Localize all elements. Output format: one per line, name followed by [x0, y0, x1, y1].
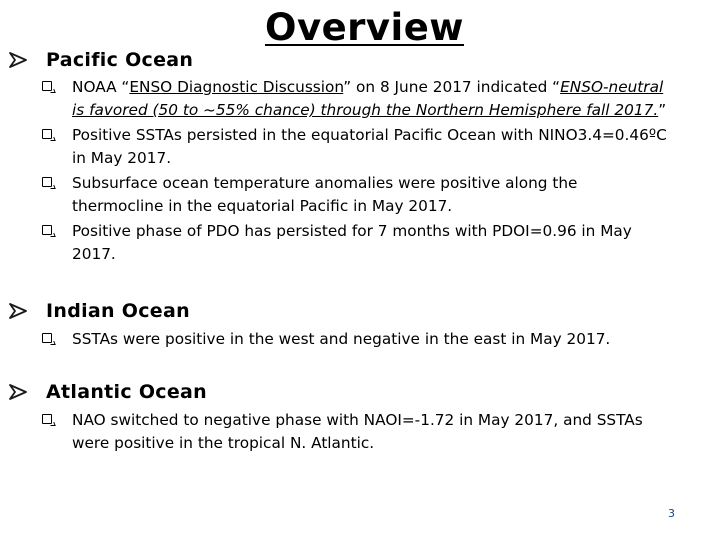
section-heading: Atlantic Ocean — [46, 381, 207, 403]
q-box-bullet-icon — [42, 333, 52, 343]
list-item — [42, 220, 672, 266]
bullet-text-prefix: NOAA “ — [72, 78, 130, 96]
bullet-text: Positive phase of PDO has persisted for 7 months with PDOI=0.96 in May 2017. — [72, 222, 632, 263]
page-title: Overview — [265, 6, 464, 49]
bullet-text-suffix: ” — [658, 101, 667, 119]
q-box-bullet-icon — [42, 129, 52, 139]
q-box-bullet-icon — [42, 81, 52, 91]
q-box-bullet-icon — [42, 414, 52, 424]
list-item — [42, 172, 672, 218]
bullet-text-middle: ” on 8 June 2017 indicated “ — [343, 78, 561, 96]
list-item — [42, 328, 672, 351]
section-heading: Pacific Ocean — [46, 49, 194, 71]
section-pacific — [8, 47, 193, 73]
pacific-bullet-list — [42, 76, 672, 268]
bullet-text: SSTAs were positive in the west and negative in the east in May 2017. — [72, 330, 611, 348]
atlantic-bullet-list — [42, 409, 672, 457]
q-box-bullet-icon — [42, 177, 52, 187]
section-atlantic — [8, 379, 207, 405]
q-box-bullet-icon — [42, 225, 52, 235]
section-indian — [8, 298, 190, 324]
arrow-bullet-icon — [8, 384, 28, 400]
enso-discussion-link[interactable]: ENSO Diagnostic Discussion — [129, 78, 344, 96]
enso-forecast-quote: ENSO-neutral is favored (50 to ~55% chance) through the Northern Hemisphere fall 2017. — [72, 78, 664, 119]
arrow-bullet-icon — [8, 303, 28, 319]
bullet-text: NAO switched to negative phase with NAOI=-1.72 in May 2017, and SSTAs were positive in the tropical N. Atlantic. — [72, 411, 643, 452]
page-number: 3 — [668, 507, 675, 520]
arrow-bullet-icon — [8, 52, 28, 68]
indian-bullet-list — [42, 328, 672, 353]
bullet-text: Positive SSTAs persisted in the equatorial Pacific Ocean with NINO3.4=0.46ºC in May 2017. — [72, 126, 667, 167]
section-heading: Indian Ocean — [46, 300, 190, 322]
list-item — [42, 409, 672, 455]
list-item — [42, 76, 672, 122]
list-item — [42, 124, 672, 170]
bullet-text: Subsurface ocean temperature anomalies were positive along the thermocline in the equatorial Pacific in May 2017. — [72, 174, 578, 215]
